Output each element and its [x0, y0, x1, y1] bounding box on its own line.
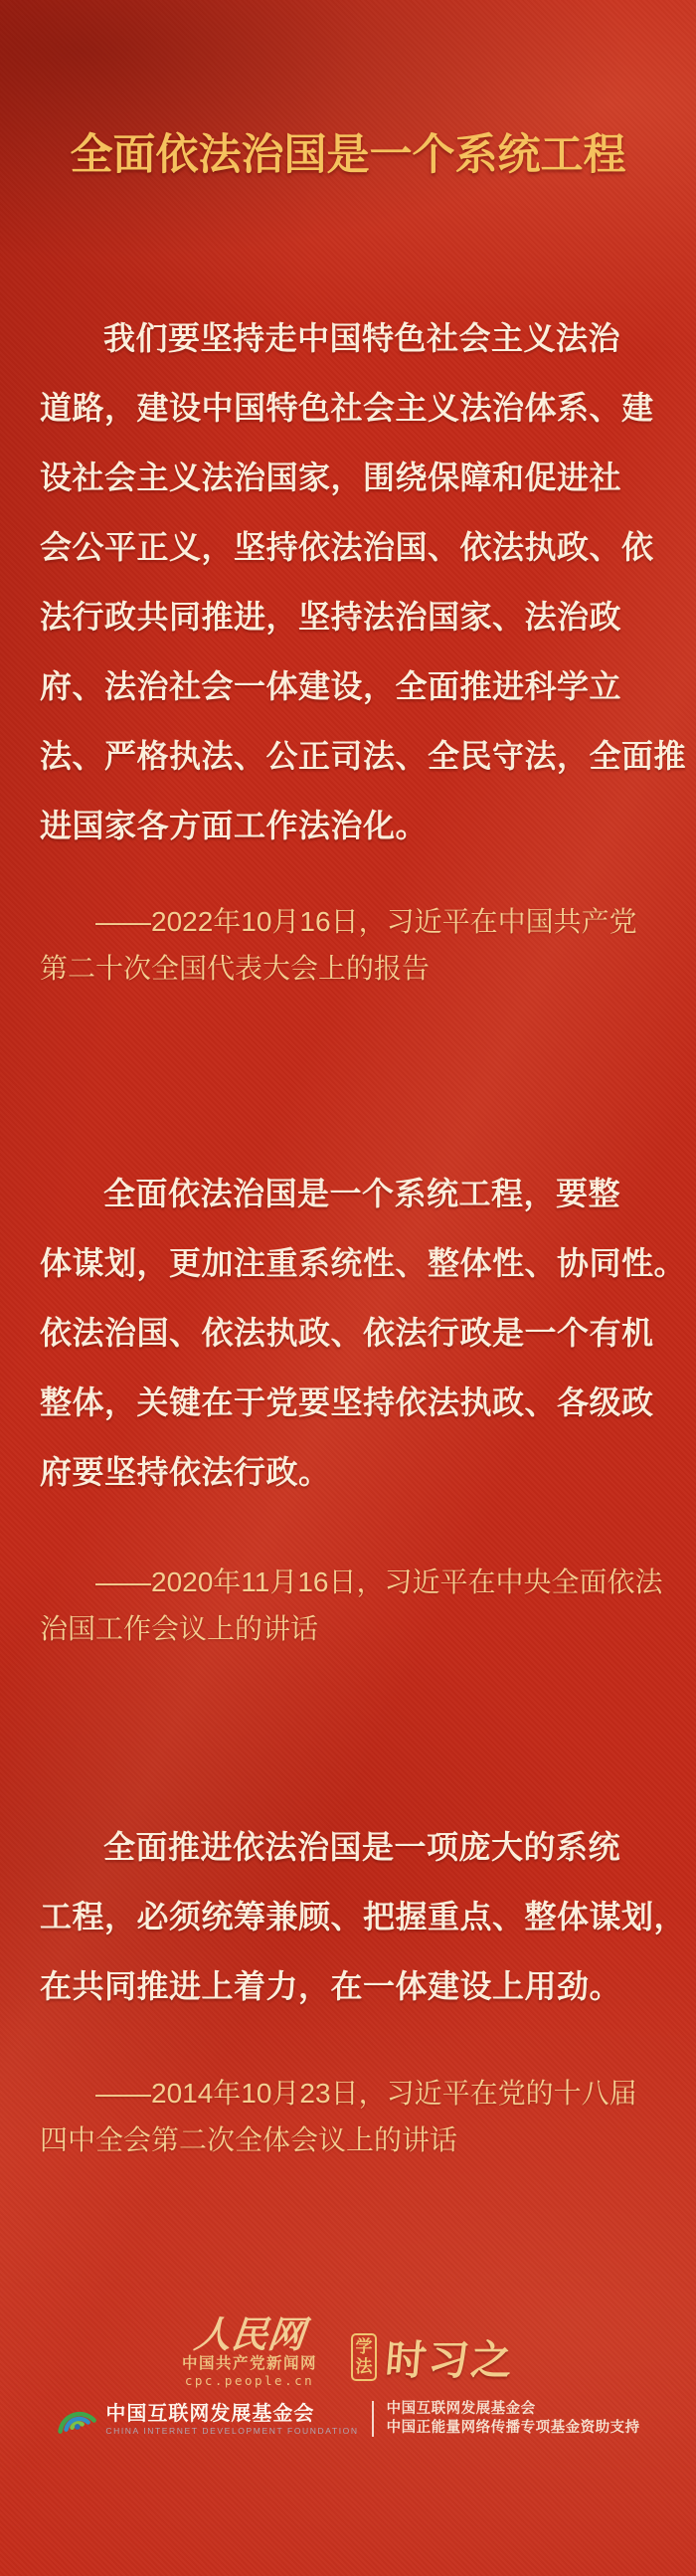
footer-divider: [372, 2401, 374, 2437]
quote-line: 全面推进依法治国是一项庞大的系统: [103, 1829, 621, 1865]
quote-line: 我们要坚持走中国特色社会主义法治: [103, 320, 621, 356]
foundation-signal-icon: [56, 2402, 99, 2436]
foundation-name-block: [105, 2402, 358, 2437]
branding-row: [0, 2312, 696, 2388]
xuefa-seal-icon: [351, 2333, 377, 2381]
foundation-logo: [56, 2402, 358, 2437]
seal-char-bottom: 法: [355, 2356, 373, 2376]
attribution-line: ——2014年10月23日，习近平在党的十八届: [95, 2078, 637, 2109]
quote-line: 府要坚持依法行政。: [40, 1454, 331, 1490]
attribution-3: [40, 2070, 656, 2163]
quote-line: 依法治国、依法执政、依法行政是一个有机: [40, 1315, 654, 1351]
quote-line: 体谋划，更加注重系统性、整体性、协同性。: [40, 1245, 687, 1281]
quote-line: 府、法治社会一体建设，全面推进科学立: [40, 668, 622, 704]
shixizhi-wordmark: 时习之: [383, 2337, 516, 2383]
footer-row: [0, 2400, 696, 2438]
attribution-1: [40, 898, 656, 992]
quote-line: 全面依法治国是一个系统工程，要整: [103, 1176, 621, 1211]
attribution-line: ——2022年10月16日，习近平在中国共产党: [95, 906, 637, 937]
quote-block-1: [40, 303, 687, 860]
support-line-1: 中国互联网发展基金会: [386, 2401, 536, 2417]
support-line-2: 中国正能量网络传播专项基金资助支持: [386, 2420, 640, 2436]
seal-char-top: 学: [355, 2336, 373, 2356]
quote-line: 整体，关键在于党要坚持依法执政、各级政: [40, 1384, 654, 1420]
quote-line: 法行政共同推进，坚持法治国家、法治政: [40, 599, 622, 635]
foundation-name: 中国互联网发展基金会: [105, 2402, 315, 2425]
attribution-2: [40, 1559, 663, 1652]
quote-block-2: [40, 1159, 687, 1507]
people-cn-url: cpc.people.cn: [184, 2373, 315, 2388]
quote-line: 法、严格执法、公正司法、全民守法，全面推: [40, 738, 687, 774]
attribution-line: 四中全会第二次全体会议上的讲话: [40, 2124, 458, 2155]
footer-support-text: [387, 2400, 640, 2438]
quote-line: 会公平正义，坚持依法治国、依法执政、依: [40, 529, 654, 565]
foundation-english-name: CHINA INTERNET DEVELOPMENT FOUNDATION: [105, 2425, 359, 2436]
quote-line: 进国家各方面工作法治化。: [40, 808, 429, 843]
attribution-line: 第二十次全国代表大会上的报告: [40, 953, 431, 984]
shixizhi-logo: [351, 2327, 514, 2386]
quote-line: 道路，建设中国特色社会主义法治体系、建: [40, 390, 654, 426]
people-cn-logo: [181, 2312, 317, 2388]
quote-line: 在共同推进上着力，在一体建设上用劲。: [40, 1968, 622, 2004]
poster-title: 全面依法治国是一个系统工程: [70, 131, 626, 179]
people-cn-script-wordmark: 人民网: [192, 2312, 307, 2356]
attribution-line: ——2020年11月16日，习近平在中央全面依法: [95, 1566, 663, 1597]
quote-line: 工程，必须统筹兼顾、把握重点、整体谋划，: [40, 1899, 687, 1934]
quote-line: 设社会主义法治国家，围绕保障和促进社: [40, 460, 622, 495]
quote-block-3: [40, 1812, 687, 2021]
attribution-line: 治国工作会议上的讲话: [40, 1613, 319, 1644]
people-cn-subtitle: 中国共产党新闻网: [181, 2355, 317, 2372]
